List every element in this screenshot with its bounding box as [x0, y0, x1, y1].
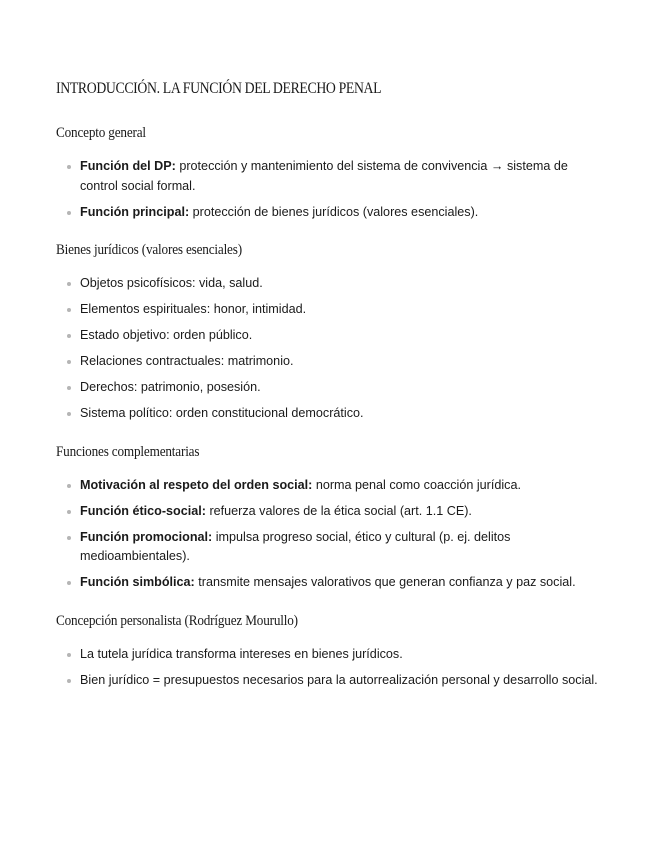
item-text: Derechos: patrimonio, posesión. — [80, 380, 261, 394]
item-text: impulsa progreso social, ético y cultural (p. ej. delitos medioambientales). — [80, 529, 511, 563]
list-item — [80, 300, 615, 320]
list-bienes-juridicos — [56, 274, 615, 424]
document-title: INTRODUCCIÓN. LA FUNCIÓN DEL DERECHO PENAL — [56, 80, 382, 97]
item-text: Relaciones contractuales: matrimonio. — [80, 354, 294, 368]
item-label: Función del DP: — [80, 159, 176, 173]
list-item — [80, 502, 615, 522]
item-text: refuerza valores de la ética social (art. 1.1 CE). — [205, 503, 472, 518]
item-text: Bien jurídico = presupuestos necesarios para la autorrealización personal y desarrollo social. — [80, 672, 598, 687]
item-label: Función ético-social: — [80, 503, 206, 518]
item-text: transmite mensajes valorativos que generan confianza y paz social. — [194, 575, 576, 589]
item-text: Objetos psicofísicos: vida, salud. — [80, 276, 263, 290]
list-item — [80, 404, 615, 424]
item-text: Sistema político: orden constitucional democrático. — [80, 406, 364, 420]
list-item — [80, 476, 615, 496]
list-concepcion-personalista — [56, 645, 615, 691]
section-heading-bienes-juridicos: Bienes jurídicos (valores esenciales) — [56, 242, 242, 258]
section-heading-concepcion-personalista: Concepción personalista (Rodríguez Mourullo) — [56, 612, 298, 629]
item-text: La tutela jurídica transforma intereses en bienes jurídicos. — [80, 646, 403, 661]
list-item — [80, 203, 615, 223]
list-concepto-general — [56, 157, 615, 222]
item-text: protección de bienes jurídicos (valores esenciales). — [189, 204, 479, 219]
list-item — [80, 378, 615, 398]
list-item — [80, 157, 615, 196]
item-label: Función simbólica: — [80, 575, 195, 589]
list-item — [80, 352, 615, 372]
item-label: Función promocional: — [80, 529, 213, 544]
item-label: Motivación al respeto del orden social: — [80, 477, 313, 492]
list-item — [80, 528, 615, 567]
list-item — [80, 645, 615, 665]
list-item — [80, 274, 615, 294]
item-text: norma penal como coacción jurídica. — [312, 477, 521, 492]
list-item — [80, 573, 615, 593]
item-text: protección y mantenimiento del sistema de convivencia → sistema de control social formal. — [80, 159, 568, 193]
section-heading-concepto-general: Concepto general — [56, 125, 146, 141]
list-item — [80, 671, 615, 691]
item-text: Elementos espirituales: honor, intimidad. — [80, 302, 307, 316]
list-item — [80, 326, 615, 346]
list-funciones-complementarias — [56, 476, 615, 593]
item-label: Función principal: — [80, 204, 190, 219]
section-heading-funciones-complementarias: Funciones complementarias — [56, 443, 200, 460]
item-text: Estado objetivo: orden público. — [80, 328, 253, 342]
